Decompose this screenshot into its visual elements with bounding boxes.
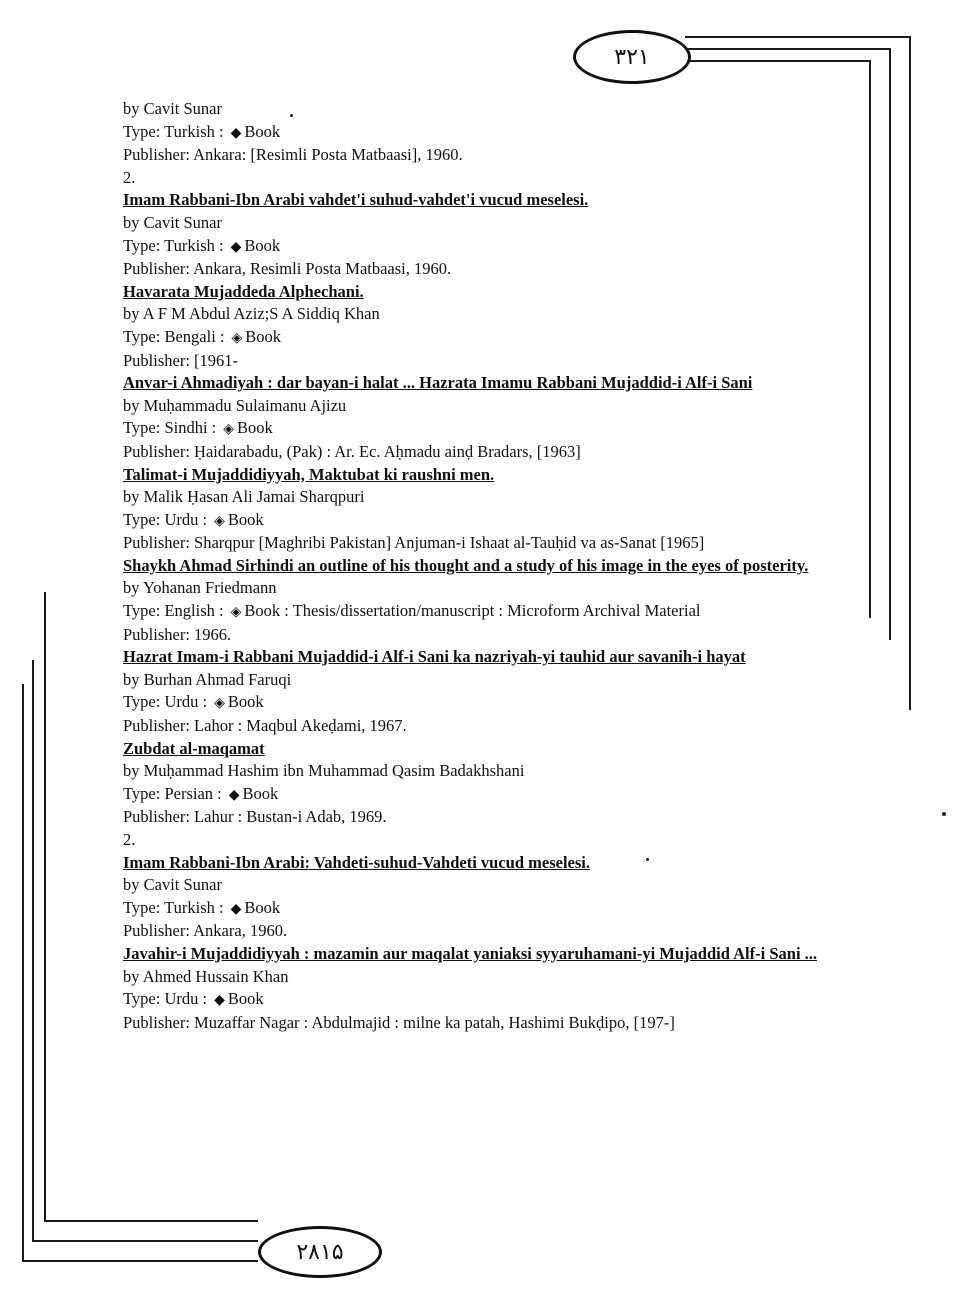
catalog-record [123,464,843,555]
catalog-record [123,646,843,737]
record-type [123,121,843,145]
type-label: Type: Persian : [123,783,222,803]
record-author: by Cavit Sunar [123,212,222,232]
page-number-top: ٣٢١ [573,30,691,84]
record-title[interactable]: Zubdat al-maqamat [123,738,265,758]
record-type [123,897,843,921]
book-icon: ◆ [228,786,240,803]
record-title[interactable]: Hazrat Imam-i Rabbani Mujaddid-i Alf-i Sani ka nazriyah-yi tauhid aur savanih-i hayat [123,647,746,667]
record-author: by Yohanan Friedmann [123,578,277,598]
record-type [123,691,843,715]
record-type [123,988,843,1012]
book-icon: ◈ [231,329,243,346]
record-ordinal: 2. [123,167,136,187]
record-publisher: Publisher: Sharqpur [Maghribi Pakistan] Anjuman-i Ishaat al-Tauḥid va as-Sanat [1965] [123,533,705,553]
record-author: by Muḥammad Hashim ibn Muhammad Qasim Badakhshani [123,761,525,781]
record-type [123,600,843,624]
type-text: Book [227,989,264,1009]
catalog-record [123,555,843,646]
type-label: Type: Urdu : [123,509,208,529]
record-title[interactable]: Talimat-i Mujaddidiyyah, Maktubat ki raushni men. [123,464,495,484]
type-label: Type: Bengali : [123,326,225,346]
record-publisher: Publisher: Ankara, 1960. [123,921,288,941]
record-type [123,326,843,350]
record-author: by Muḥammadu Sulaimanu Ajizu [123,395,347,415]
type-text: Book [245,326,282,346]
record-title[interactable]: Javahir-i Mujaddidiyyah : mazamin aur maqalat yaniaksi syyaruhamani-yi Mujaddid Alf-i Sani ... [123,943,818,963]
record-publisher: Publisher: Ankara: [Resimli Posta Matbaasi], 1960. [123,145,463,165]
type-text: Book [227,509,264,529]
record-author: by Malik Ḥasan Ali Jamai Sharqpuri [123,487,365,507]
type-text: Book [244,235,281,255]
type-text: Book [244,897,281,917]
book-icon: ◆ [230,900,242,917]
record-title[interactable]: Anvar-i Ahmadiyah : dar bayan-i halat ... Hazrata Imamu Rabbani Mujaddid-i Alf-i Sani [123,373,753,393]
record-publisher: Publisher: Ankara, Resimli Posta Matbaasi, 1960. [123,259,452,279]
record-author: by Cavit Sunar [123,875,222,895]
catalog-record [123,281,843,372]
record-author: by Ahmed Hussain Khan [123,966,289,986]
record-title[interactable]: Imam Rabbani-Ibn Arabi: Vahdeti-suhud-Vahdeti vucud meselesi. [123,852,591,872]
record-publisher: Publisher: 1966. [123,624,232,644]
record-type [123,235,843,259]
book-icon: ◈ [214,512,225,529]
record-type [123,417,843,441]
book-icon: ◈ [214,695,225,712]
record-publisher: Publisher: Ḥaidarabadu, (Pak) : Ar. Ec. Aḥmadu ainḍ Bradars, [1963] [123,441,581,461]
record-author: by Cavit Sunar [123,99,222,118]
record-publisher: Publisher: Lahur : Bustan-i Adab, 1969. [123,807,387,827]
catalog-record [123,189,843,280]
type-label: Type: Urdu : [123,692,208,712]
catalog-record [123,372,843,463]
type-label: Type: Turkish : [123,121,224,141]
type-text: Book [237,418,273,438]
book-icon: ◆ [230,238,242,255]
type-text: Book [242,783,279,803]
catalog-entries [123,98,843,1034]
record-type [123,509,843,533]
record-title[interactable]: Shaykh Ahmad Sirhindi an outline of his thought and a study of his image in the eyes of posterity. [123,555,809,575]
record-author: by Burhan Ahmad Faruqi [123,669,292,689]
record-publisher: Publisher: [1961- [123,350,239,370]
record-publisher: Publisher: Muzaffar Nagar : Abdulmajid : milne ka patah, Hashimi Bukḍipo, [197-] [123,1012,675,1032]
type-label: Type: Turkish : [123,897,224,917]
type-label: Type: Turkish : [123,235,224,255]
record-ordinal: 2. [123,830,136,849]
page-number-bottom: ٢٨١۵ [258,1226,382,1278]
type-label: Type: English : [123,601,224,621]
type-label: Type: Urdu : [123,989,208,1009]
type-text: Book [244,121,281,141]
type-text: Book [227,692,264,712]
catalog-record [123,738,843,852]
record-author: by A F M Abdul Aziz;S A Siddiq Khan [123,304,380,324]
record-type [123,783,843,807]
book-icon: ◆ [214,992,225,1009]
book-icon: ◈ [230,604,242,621]
record-title[interactable]: Havarata Mujaddeda Alphechani. [123,281,364,301]
type-label: Type: Sindhi : [123,418,217,438]
book-icon: ◆ [230,124,242,141]
type-text: Book : Thesis/dissertation/manuscript : Microform Archival Material [244,601,701,621]
catalog-record [123,852,843,943]
scan-speck [942,812,946,816]
catalog-record [123,943,843,1034]
catalog-record [123,98,843,189]
record-publisher: Publisher: Lahor : Maqbul Akeḍami, 1967. [123,716,407,736]
record-title[interactable]: Imam Rabbani-Ibn Arabi vahdet'i suhud-vahdet'i vucud meselesi. [123,190,589,210]
book-icon: ◈ [223,421,235,438]
